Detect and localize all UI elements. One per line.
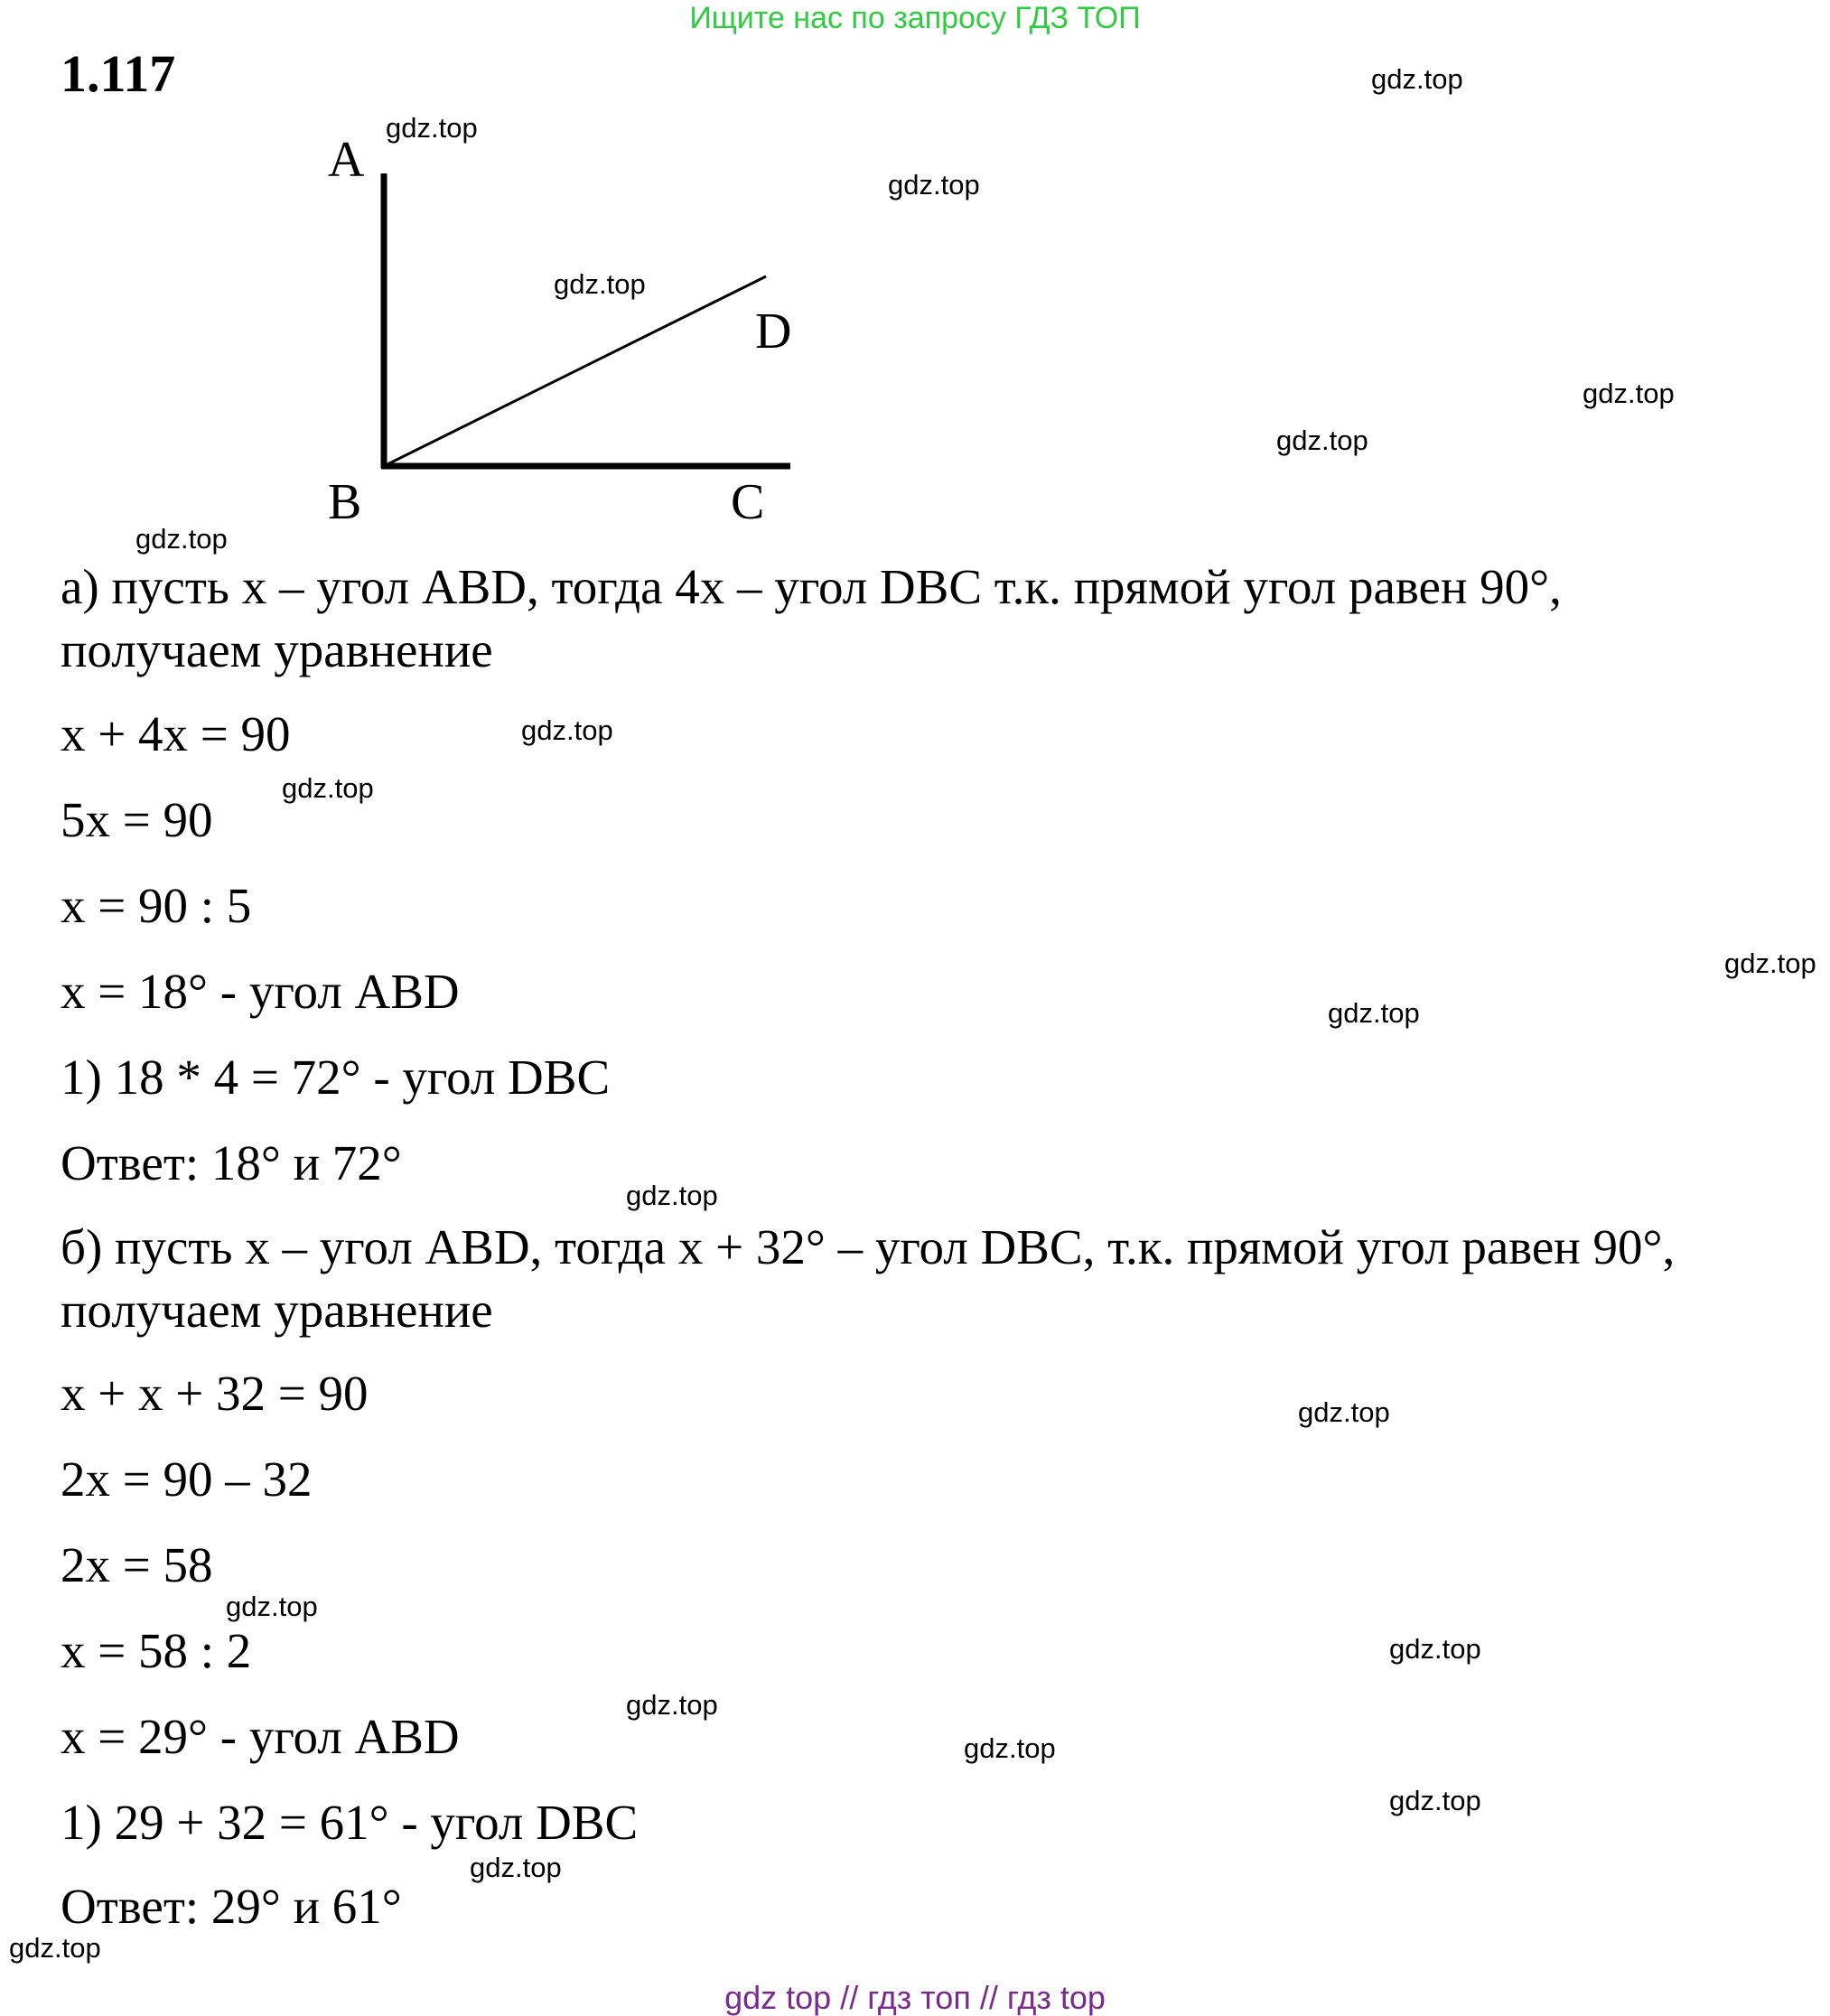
point-label-d: D: [755, 303, 792, 359]
solution-line: получаем уравнение: [61, 1283, 493, 1338]
watermark: gdz.top: [9, 1932, 101, 1964]
watermark: gdz.top: [1389, 1633, 1481, 1665]
solution-line: 2х = 58: [61, 1537, 213, 1592]
solution-line: 1) 18 * 4 = 72° - угол DBC: [61, 1050, 611, 1105]
watermark: gdz.top: [1583, 378, 1675, 409]
solution-line: х + х + 32 = 90: [61, 1366, 369, 1421]
watermark: gdz.top: [1328, 997, 1420, 1029]
solution-line: х = 18° - угол ABD: [61, 964, 460, 1019]
solution-line: б) пусть х – угол ABD, тогда х + 32° – угол DBC, т.к. прямой угол равен 90°,: [61, 1219, 1676, 1274]
watermark: gdz.top: [282, 772, 374, 804]
watermark: gdz.top: [626, 1180, 718, 1211]
solution-line: х + 4х = 90: [61, 706, 291, 761]
ray-bd: [384, 276, 766, 466]
point-label-c: C: [731, 474, 765, 530]
watermark: gdz.top: [135, 523, 228, 555]
solution-line: получаем уравнение: [61, 622, 493, 677]
solution-line: 5х = 90: [61, 792, 213, 847]
solution-line: Ответ: 18° и 72°: [61, 1135, 402, 1190]
watermark: gdz.top: [1276, 425, 1368, 456]
watermark: gdz.top: [964, 1732, 1056, 1764]
watermark: gdz.top: [226, 1591, 318, 1622]
footer-links: gdz top // гдз топ // гдз top: [724, 1979, 1106, 2016]
problem-number: 1.117: [61, 44, 176, 103]
watermark: gdz.top: [554, 268, 646, 300]
watermark: gdz.top: [1389, 1785, 1481, 1816]
watermark: gdz.top: [386, 112, 478, 144]
watermark: gdz.top: [470, 1852, 562, 1883]
angle-diagram: [0, 0, 1830, 560]
solution-line: 2х = 90 – 32: [61, 1451, 313, 1507]
solution-line: Ответ: 29° и 61°: [61, 1879, 402, 1934]
watermark: gdz.top: [1371, 63, 1463, 95]
search-banner: Ищите нас по запросу ГДЗ ТОП: [689, 1, 1141, 35]
watermark: gdz.top: [888, 169, 980, 201]
watermark: gdz.top: [1724, 947, 1816, 979]
watermark: gdz.top: [1298, 1396, 1390, 1428]
watermark: gdz.top: [521, 714, 613, 746]
solution-line: а) пусть х – угол ABD, тогда 4х – угол DBC т.к. прямой угол равен 90°,: [61, 559, 1562, 614]
solution-line: х = 90 : 5: [61, 878, 252, 933]
solution-line: х = 58 : 2: [61, 1623, 252, 1678]
point-label-a: A: [328, 132, 365, 188]
solution-line: 1) 29 + 32 = 61° - угол DBC: [61, 1795, 639, 1850]
point-label-b: B: [328, 474, 362, 530]
watermark: gdz.top: [626, 1689, 718, 1721]
solution-line: х = 29° - угол ABD: [61, 1709, 460, 1764]
